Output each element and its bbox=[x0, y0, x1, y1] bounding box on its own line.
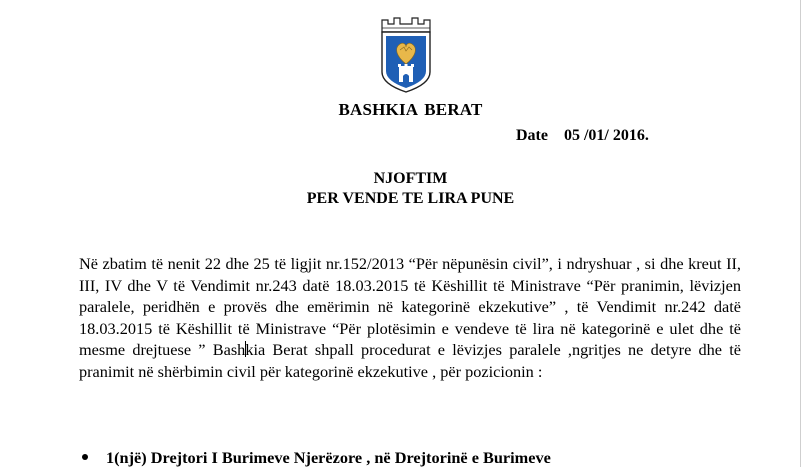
list-item bbox=[79, 448, 741, 468]
bullet-icon bbox=[82, 454, 88, 460]
notice-title: NJOFTIM bbox=[373, 170, 448, 187]
municipality-crest-icon bbox=[378, 14, 434, 94]
paragraph-text-start: Në zbatim të nenit 22 dhe 25 të ligjit nr.152/2013 “Për nëpunësin civil”, i ndryshuar , si dhe kreut II, III, IV dhe V të Vendimit nr.243 datë 18.03.2015 të Këshillit të Ministrave “Për pranimin, lëvizjen paralele, peridhën e provës dhe emërimin në kategorinë ekzekutive” , të Vendimit nr.242 datë 18.03.2015 të Këshillit të Ministrave “Për plotësimin e vendeve të lira në kategorinë e ulet dhe të mesme drejtuese ” Bash bbox=[79, 254, 741, 360]
document-date: Date 05 /01/ 2016. bbox=[516, 127, 649, 144]
list-item-text: 1(një) Drejtori I Burimeve Njerëzore , në Drejtorinë e Burimeve bbox=[106, 448, 551, 467]
page-edge-divider bbox=[800, 0, 801, 467]
paragraph-text-end: kia Berat shpall procedurat e lëvizjes paralele ,ngritjes ne detyre dhe të pranimit në shërbimin civil për kategorinë ekzekutive , për pozicionin : bbox=[79, 340, 741, 381]
org-name-part-1: BASHKIA bbox=[338, 100, 419, 119]
organization-name bbox=[0, 100, 807, 120]
org-name-part-2: BERAT bbox=[424, 100, 483, 119]
notice-subtitle: PER VENDE TE LIRA PUNE bbox=[306, 190, 515, 207]
notice-paragraph[interactable] bbox=[79, 253, 741, 383]
